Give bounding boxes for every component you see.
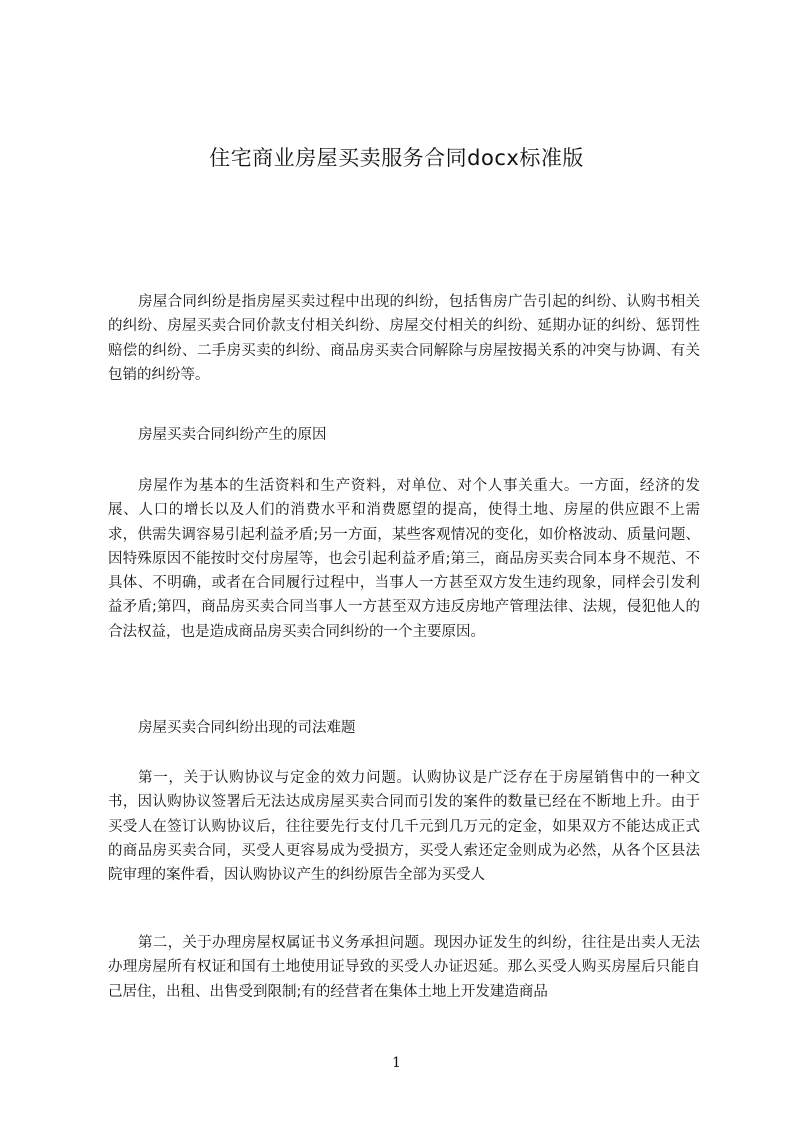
paragraph-causes: 房屋作为基本的生活资料和生产资料，对单位、对个人事关重大。一方面，经济的发展、人口的增长以及人们的消费水平和消费愿望的提高，使得土地、房屋的供应跟不上需求，供需失调容易引起利益矛盾;另一方面，某些客观情况的变化，如价格波动、质量问题、因特殊原因不能按时交付房屋等，也会引起利益矛盾;第三，商品房买卖合同本身不规范、不具体、不明确，或者在合同履行过程中，当事人一方甚至双方发生违约现象，同样会引发利益矛盾;第四，商品房买卖合同当事人一方甚至双方违反房地产管理法律、法规，侵犯他人的合法权益，也是造成商品房买卖合同纠纷的一个主要原因。 xyxy=(108,478,700,640)
paragraph-intro: 房屋合同纠纷是指房屋买卖过程中出现的纠纷，包括售房广告引起的纠纷、认购书相关的纠纷、房屋买卖合同价款支付相关纠纷、房屋交付相关的纠纷、延期办证的纠纷、惩罚性赔偿的纠纷、二手房买卖的纠纷、商品房买卖合同解除与房屋按揭关系的冲突与协调、有关包销的纠纷等。 xyxy=(108,294,700,383)
paragraph-second-issue: 第二，关于办理房屋权属证书义务承担问题。现因办证发生的纠纷，往往是出卖人无法办理房屋所有权证和国有土地使用证导致的买受人办证迟延。那么买受人购买房屋后只能自己居住，出租、出售受到限制;有的经营者在集体土地上开发建造商品 xyxy=(108,935,700,1000)
paragraph-first-issue: 第一，关于认购协议与定金的效力问题。认购协议是广泛存在于房屋销售中的一种文书，因认购协议签署后无法达成房屋买卖合同而引发的案件的数量已经在不断地上升。由于买受人在签订认购协议后，往往要先行支付几千元到几万元的定金，如果双方不能达成正式的商品房买卖合同，买受人更容易成为受损方，买受人索还定金则成为必然，从各个区县法院审理的案件看，因认购协议产生的纠纷原告全部为买受人 xyxy=(108,770,700,884)
heading-causes: 房屋买卖合同纠纷产生的原因 xyxy=(138,427,327,443)
document-title: 住宅商业房屋买卖服务合同docx标准版 xyxy=(209,146,584,170)
heading-judicial-difficulties: 房屋买卖合同纠纷出现的司法难题 xyxy=(138,720,356,736)
page-number: 1 xyxy=(392,1055,401,1071)
